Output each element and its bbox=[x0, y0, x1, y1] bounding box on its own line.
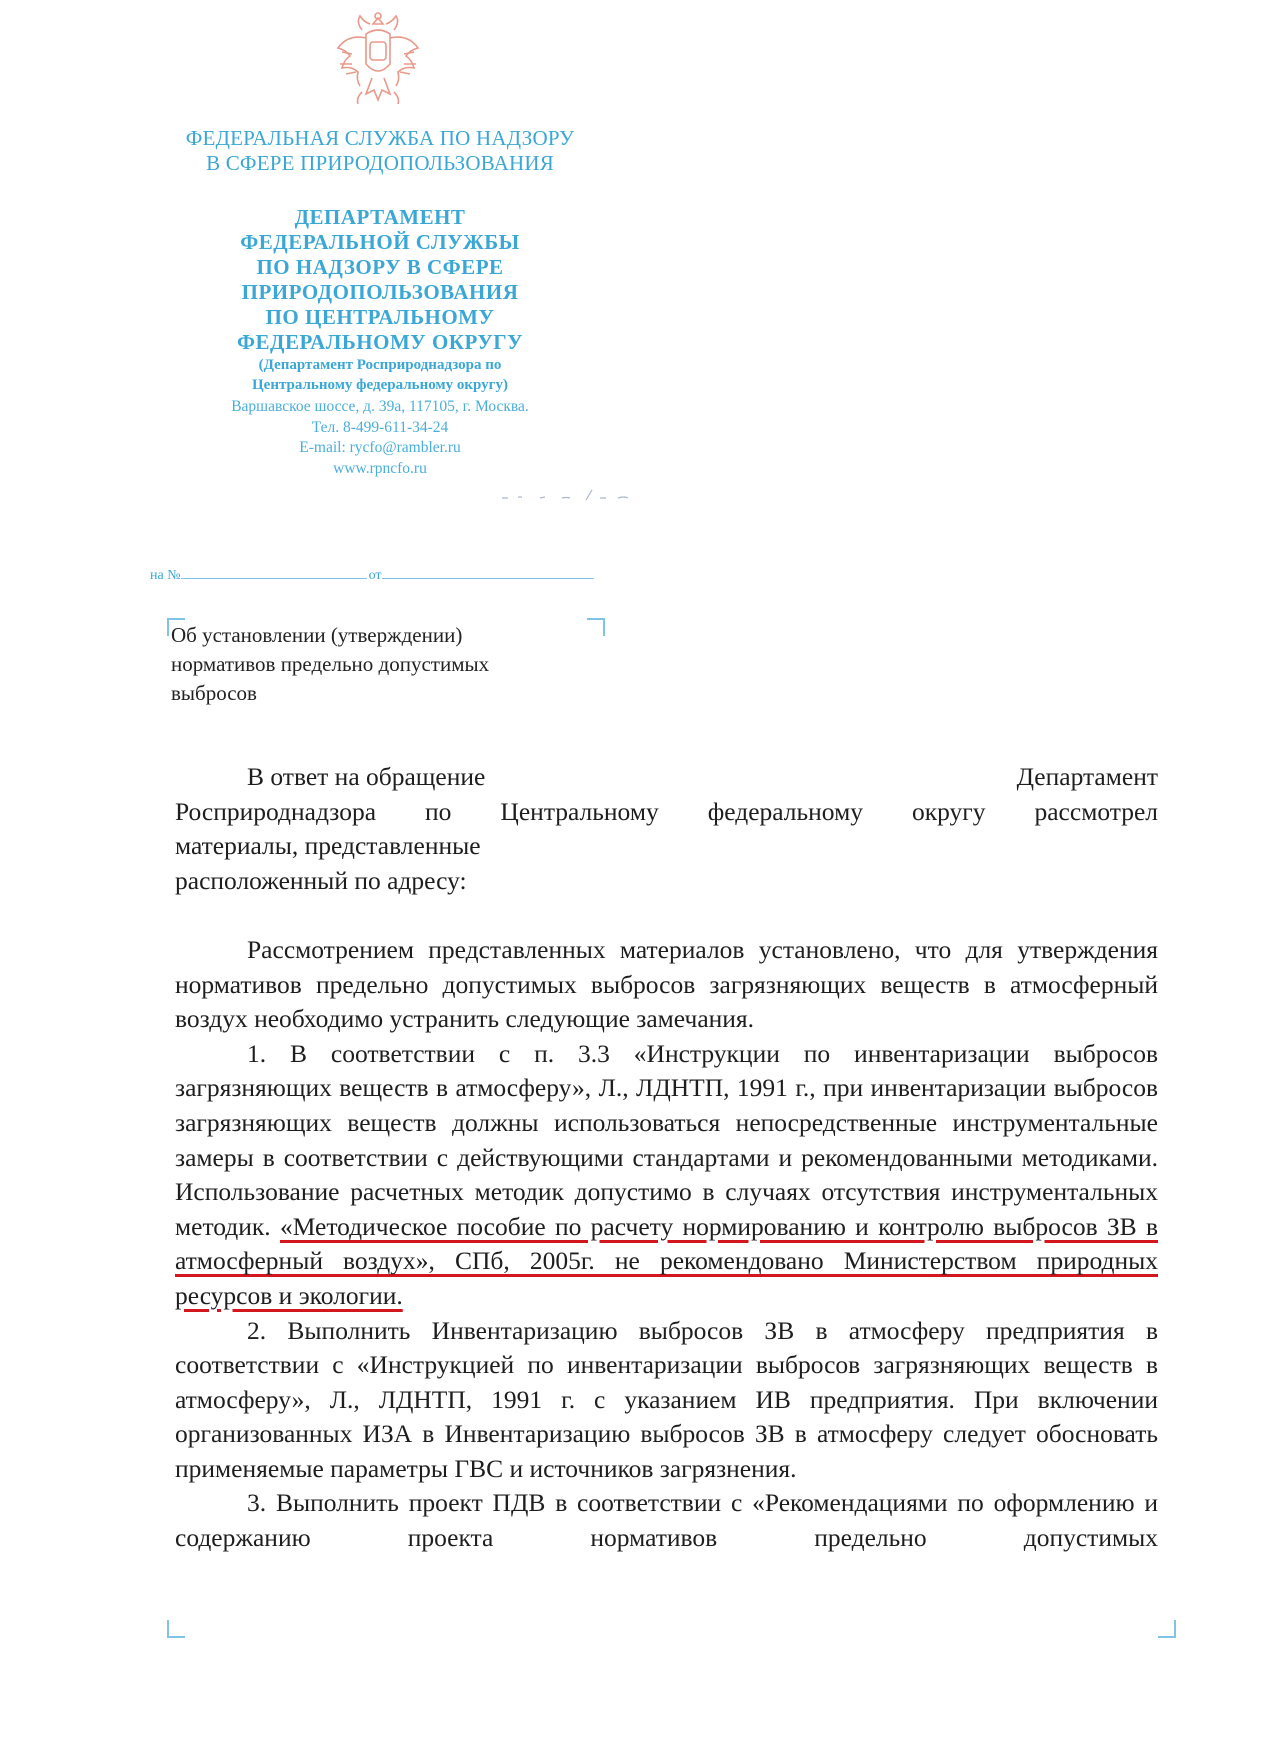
email: E-mail: rycfo@rambler.ru bbox=[299, 439, 461, 456]
faint-handwriting-mark bbox=[500, 488, 650, 504]
review-paragraph: Рассмотрением представленных материалов установлено, что для утверждения нормативов предельно допустимых выбросов загрязняющих веществ в атмосферный воздух необходимо устранить следующие замечания. bbox=[175, 934, 1158, 1034]
corner-mark-bottom-right bbox=[1158, 1620, 1176, 1638]
website: www.rpncfo.ru bbox=[333, 459, 427, 477]
department-name: ДЕПАРТАМЕНТ ФЕДЕРАЛЬНОЙ СЛУЖБЫ ПО НАДЗОРУ В СФЕРЕ ПРИРОДОПОЛЬЗОВАНИЯ ПО ЦЕНТРАЛЬНОМУ ФЕДЕРАЛЬНОМУ ОКРУГУ bbox=[236, 205, 524, 354]
corner-mark-bottom-left bbox=[167, 1620, 185, 1638]
intro-line-4: расположенный по адресу: bbox=[175, 865, 467, 895]
reference-date-blank bbox=[382, 566, 594, 579]
item-3: 3. Выполнить проект ПДВ в соответствии с «Рекомендациями по оформлению и содержанию проекта нормативов предельно допустимых bbox=[175, 1488, 1158, 1553]
redacted-line bbox=[175, 898, 1158, 933]
item-2: 2. Выполнить Инвентаризацию выбросов ЗВ в атмосферу предприятия в соответствии с «Инструкцией по инвентаризации выбросов загрязняющих веществ в атмосферу», Л., ЛДНТП, 1991 г. с указанием ИВ предприятия. При включении организованных ИЗА в Инвентаризацию выбросов ЗВ в атмосферу следует обосновать применяемые параметры ГВС и источников загрязнения. bbox=[175, 1315, 1158, 1483]
phone: Тел. 8-499-611-34-24 bbox=[311, 418, 449, 436]
agency-name: ФЕДЕРАЛЬНАЯ СЛУЖБА ПО НАДЗОРУ В СФЕРЕ ПРИРОДОПОЛЬЗОВАНИЯ bbox=[185, 126, 575, 175]
reference-number-label: на № bbox=[150, 568, 181, 583]
item-1: 1. В соответствии с п. 3.3 «Инструкции по инвентаризации выбросов загрязняющих веществ в атмосферу», Л., ЛДНТП, 1991 г., при инвентаризации выбросов загрязняющих веществ должны использоваться непосредственные инструментальные замеры в соответствии с действующими стандартами и рекомендованными методиками. Использование расчетных методик допустимо в случаях отсутствия инструментальных методик. «Методическое пособие по расчету нормированию и контролю выбросов ЗВ в атмосферный воздух», СПб, 2005г. не рекомендовано Министерством природных ресурсов и экологии. bbox=[175, 1038, 1158, 1310]
reference-date-label: от bbox=[368, 568, 382, 583]
letter-body bbox=[175, 760, 1158, 1556]
reference-number-blank bbox=[181, 566, 367, 579]
intro-line-1: В ответ на обращение Департамент bbox=[247, 762, 1158, 791]
intro-line-2: Росприроднадзора по Центральному федеральному округу рассмотрел bbox=[175, 796, 1158, 826]
intro-line-3: материалы, представленные bbox=[175, 831, 481, 861]
department-short-name: (Департамент Росприроднадзора по Центральному федеральному округу) bbox=[252, 357, 508, 393]
eagle-emblem-icon bbox=[332, 8, 424, 108]
letter-subject: Об установлении (утверждении) нормативов предельно допустимых выбросов bbox=[171, 623, 490, 705]
item-1-underlined-remark: «Методическое пособие по расчету нормированию и контролю выбросов ЗВ в атмосферный воздух», СПб, 2005г. не рекомендовано Министерством природных ресурсов и экологии. bbox=[175, 1211, 1158, 1310]
reference-line bbox=[150, 566, 594, 584]
contact-block bbox=[150, 397, 610, 479]
address: Варшавское шоссе, д. 39а, 117105, г. Москва. bbox=[231, 398, 529, 415]
